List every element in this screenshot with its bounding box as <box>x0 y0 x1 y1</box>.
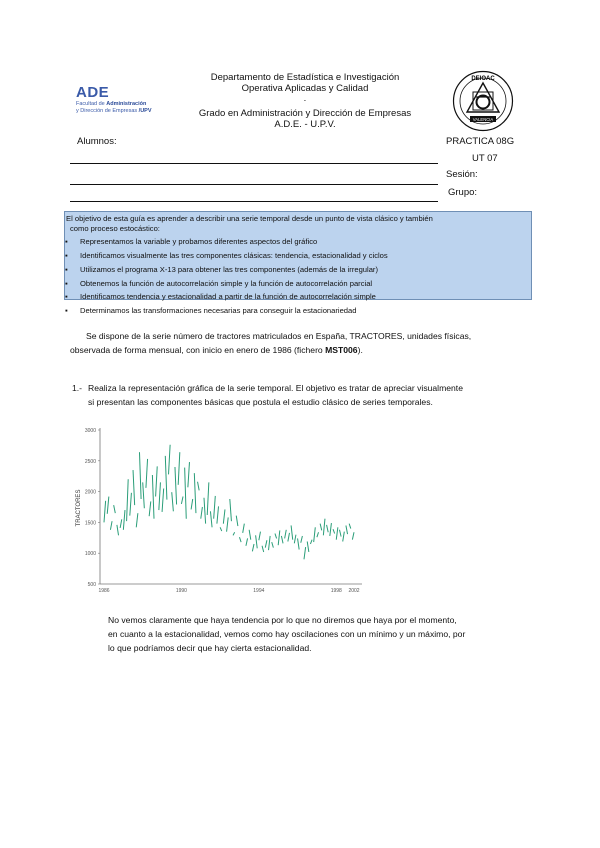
header-dot: . <box>303 93 307 104</box>
series-segment <box>291 525 293 539</box>
department-line-2: Operativa Aplicadas y Calidad <box>241 83 369 94</box>
y-tick-label: 1500 <box>84 520 96 527</box>
degree-title: Grado en Administración y Dirección de Empresas <box>198 108 412 119</box>
intro-paragraph-line-2 <box>70 344 363 357</box>
series-segment <box>323 519 325 536</box>
series-segment <box>262 546 264 552</box>
ade-logo-line1-bold: Administración <box>106 101 147 107</box>
series-segment <box>246 538 248 545</box>
series-segment <box>307 541 309 551</box>
ade-logo-line1-prefix: Facultad de <box>76 101 107 107</box>
series-segment <box>336 527 338 539</box>
series-segment <box>269 536 271 550</box>
series-segment <box>265 540 267 547</box>
series-segment <box>256 535 258 548</box>
series-segment <box>214 496 216 519</box>
answer-line-3: lo que podríamos decir que hay cierta estacionalidad. <box>108 643 312 653</box>
series-segment <box>352 532 354 539</box>
x-tick-label: 1998 <box>330 588 342 594</box>
series-segment <box>278 530 280 545</box>
series-segment <box>120 519 122 528</box>
series-segment <box>146 459 148 488</box>
series-segment <box>343 532 345 542</box>
practice-code: PRACTICA 08G <box>446 136 515 147</box>
series-segment <box>181 497 183 504</box>
x-tick-label: 1990 <box>175 588 187 594</box>
department-line-1: Departamento de Estadística e Investigación <box>210 72 400 83</box>
series-segment <box>301 536 303 543</box>
series-segment <box>110 521 112 530</box>
series-segment <box>298 538 300 549</box>
seal-top-text: DEIOAC <box>471 76 495 82</box>
series-segment <box>194 473 196 513</box>
series-segment <box>281 536 283 543</box>
series-segment <box>162 489 164 512</box>
intro-line2-text: observada de forma mensual, con inicio en enero de 1986 (fichero <box>70 345 326 355</box>
ade-logo <box>76 84 152 114</box>
file-name: MST006 <box>325 345 358 355</box>
series-segment <box>275 533 277 538</box>
series-segment <box>314 527 316 542</box>
objectives-intro-line-1: El objetivo de esta guía es aprender a describir una serie temporal desde un punto de vista clásico y también <box>66 214 433 223</box>
objectives-intro-line-2: como proceso estocástico: <box>70 223 160 233</box>
question-1-line-1: Realiza la representación gráfica de la serie temporal. El objetivo es tratar de apreciar visualmente <box>88 383 463 393</box>
y-tick-label: 2000 <box>84 489 96 496</box>
series-segment <box>272 542 274 548</box>
alumnos-line-2[interactable] <box>70 184 438 185</box>
series-segment <box>139 452 141 499</box>
series-segment <box>201 507 203 519</box>
series-segment <box>243 524 245 533</box>
series-segment <box>320 524 322 531</box>
tractores-line-chart <box>70 420 370 595</box>
series-segment <box>152 475 154 519</box>
series-segment <box>330 523 332 536</box>
question-1-number: 1.- <box>72 383 83 393</box>
series-segment <box>165 456 167 500</box>
series-segment <box>204 498 206 524</box>
series-segment <box>130 493 132 516</box>
series-segment <box>288 533 290 542</box>
series-segment <box>317 532 319 537</box>
series-segment <box>304 547 306 559</box>
question-1-line-2: si presentan las componentes básicas que postula el estudio clásico de series temporales. <box>88 397 433 407</box>
series-segment <box>327 525 329 532</box>
series-segment <box>149 501 151 516</box>
x-tick-label: 1986 <box>98 588 110 594</box>
y-tick-label: 1000 <box>84 551 96 558</box>
series-segment <box>217 506 219 523</box>
series-segment <box>252 544 254 551</box>
series-segment <box>175 467 177 505</box>
series-segment <box>156 466 158 496</box>
y-tick-label: 3000 <box>84 428 96 434</box>
series-segment <box>259 532 261 541</box>
y-tick-label: 500 <box>87 582 96 588</box>
series-segment <box>227 517 229 531</box>
series-segment <box>185 468 187 519</box>
seal-bottom-text: VALENCIA <box>472 117 494 122</box>
answer-line-1: No vemos claramente que haya tendencia por lo que no diremos que haya por el momento, <box>108 615 457 625</box>
intro-line2-end: ). <box>357 345 363 355</box>
ade-logo-mark: ADE <box>76 84 110 101</box>
series-segment <box>220 527 222 531</box>
series-segment <box>223 509 225 523</box>
intro-paragraph-line-1: Se dispone de la serie número de tractores matriculados en España, TRACTORES, unidades físicas, <box>86 331 472 341</box>
series-segment <box>107 497 109 514</box>
series-segment <box>210 511 212 527</box>
series-segment <box>339 530 341 537</box>
series-segment <box>236 516 238 526</box>
series-segment <box>310 540 312 544</box>
series-segment <box>114 505 116 513</box>
objectives-intro <box>66 214 433 233</box>
series-segment <box>191 499 193 509</box>
series-segment <box>207 482 209 515</box>
series-segment <box>117 525 119 535</box>
series-segment <box>285 530 287 539</box>
school-title: A.D.E. - U.P.V. <box>274 119 336 130</box>
ade-logo-subtitle <box>76 101 152 114</box>
y-tick-label: 2500 <box>84 458 96 465</box>
series-segment <box>333 529 335 533</box>
series-segment <box>294 535 296 544</box>
deioac-seal-logo <box>452 70 514 132</box>
grupo-label: Grupo: <box>448 187 478 198</box>
alumnos-line-3[interactable] <box>70 201 438 202</box>
series-segment <box>133 470 135 505</box>
ade-logo-line2-bold: /UPV <box>138 107 152 114</box>
series-segment <box>239 537 241 542</box>
series-segment <box>104 501 106 523</box>
series-segment <box>233 532 235 535</box>
alumnos-label: Alumnos: <box>77 136 117 147</box>
series-segment <box>178 452 180 485</box>
y-axis-label: TRACTORES <box>76 489 82 527</box>
series-segment <box>169 445 171 475</box>
series-segment <box>188 462 190 487</box>
series-segment <box>198 482 200 491</box>
answer-line-2: en cuanto a la estacionalidad, vemos como hay oscilaciones con un mínimo y un máximo, por <box>108 629 466 639</box>
sesion-label: Sesión: <box>446 169 478 180</box>
unit-code: UT 07 <box>472 153 498 164</box>
x-tick-label: 1994 <box>253 588 265 594</box>
series-segment <box>349 524 351 529</box>
series-segment <box>249 530 251 540</box>
series-segment <box>123 510 125 530</box>
series-segment <box>143 482 145 508</box>
x-tick-label: 2002 <box>348 588 360 594</box>
series-segment <box>159 482 161 510</box>
series-segment <box>346 525 348 534</box>
series-segment <box>172 492 174 511</box>
series-segment <box>230 499 232 521</box>
series-segment <box>127 479 129 521</box>
ade-logo-line2-prefix: y Dirección de Empresas <box>76 107 139 114</box>
alumnos-line-1[interactable] <box>70 163 438 164</box>
series-segment <box>136 513 138 527</box>
